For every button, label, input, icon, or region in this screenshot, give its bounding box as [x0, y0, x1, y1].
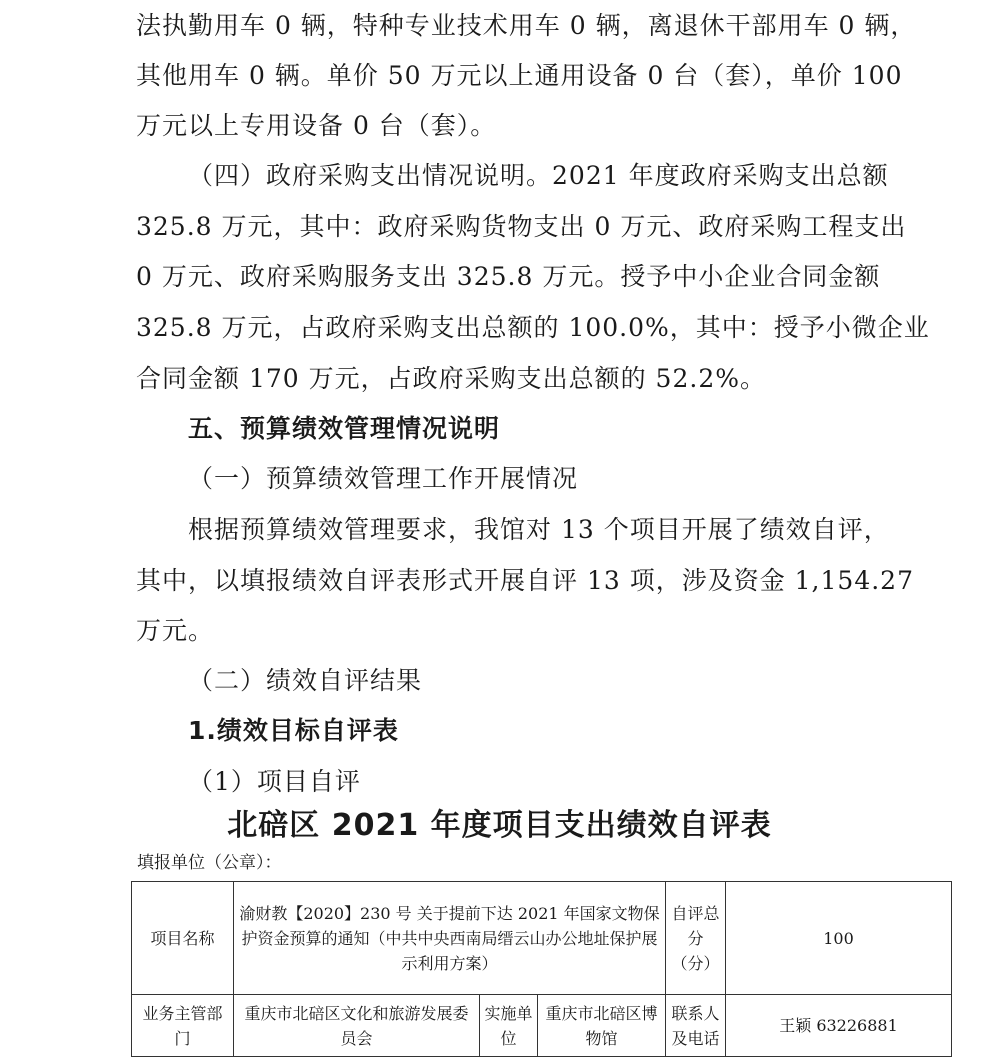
fill-unit-label: 填报单位（公章）：: [137, 853, 282, 873]
contact-label: 联系人及电话: [666, 995, 726, 1057]
paragraph-line: 合同金额 170 万元，占政府采购支出总额的 52.2%。: [136, 364, 766, 393]
evaluation-table: [131, 881, 952, 1057]
project-name-value: 渝财教【2020】230 号 关于提前下达 2021 年国家文物保护资金预算的通知（中共中央西南局缙云山办公地址保护展示利用方案）: [234, 882, 666, 995]
paragraph-line: 万元。: [136, 616, 215, 645]
subsection-heading: （一）预算绩效管理工作开展情况: [188, 464, 579, 493]
table-title: 北碚区 2021 年度项目支出绩效自评表: [227, 808, 772, 843]
table-row: [132, 995, 952, 1057]
department-label: 业务主管部门: [132, 995, 234, 1057]
paragraph-line: 其他用车 0 辆。单价 50 万元以上通用设备 0 台（套），单价 100: [136, 61, 903, 90]
project-name-label: 项目名称: [132, 882, 234, 995]
implementer-value: 重庆市北碚区博物馆: [538, 995, 666, 1057]
paragraph-line: 法执勤用车 0 辆，特种专业技术用车 0 辆，离退休干部用车 0 辆，: [136, 11, 917, 40]
table-row: [132, 882, 952, 995]
paragraph-line: 根据预算绩效管理要求，我馆对 13 个项目开展了绩效自评，: [188, 515, 890, 544]
department-value: 重庆市北碚区文化和旅游发展委员会: [234, 995, 480, 1057]
paragraph-line: （四）政府采购支出情况说明。2021 年度政府采购支出总额: [188, 161, 889, 190]
contact-value: 王颖 63226881: [726, 995, 952, 1057]
item-heading: 1.绩效目标自评表: [188, 716, 399, 745]
subsection-heading: （二）绩效自评结果: [188, 666, 423, 695]
paragraph-line: 325.8 万元，其中：政府采购货物支出 0 万元、政府采购工程支出: [136, 212, 907, 241]
section-heading: 五、预算绩效管理情况说明: [188, 414, 501, 443]
score-label: 自评总分（分）: [666, 882, 726, 995]
item-subheading: （1）项目自评: [188, 767, 361, 796]
paragraph-line: 其中，以填报绩效自评表形式开展自评 13 项，涉及资金 1,154.27: [136, 566, 914, 595]
paragraph-line: 0 万元、政府采购服务支出 325.8 万元。授予中小企业合同金额: [136, 262, 881, 291]
paragraph-line: 325.8 万元，占政府采购支出总额的 100.0%，其中：授予小微企业: [136, 313, 930, 342]
paragraph-line: 万元以上专用设备 0 台（套）。: [136, 111, 497, 140]
score-value: 100: [726, 882, 952, 995]
implementer-label: 实施单位: [480, 995, 538, 1057]
